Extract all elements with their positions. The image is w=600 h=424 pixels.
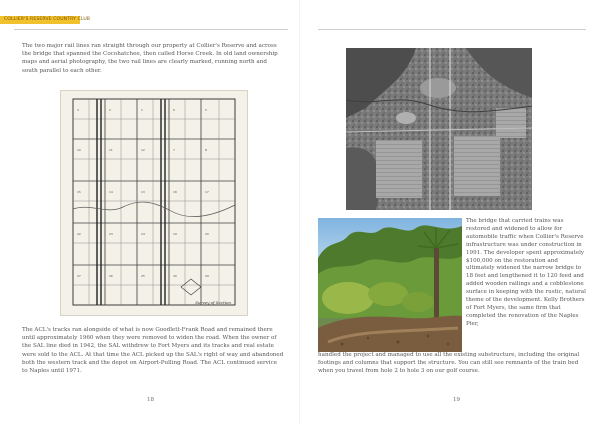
svg-text:1: 1	[141, 108, 143, 112]
svg-text:25: 25	[141, 274, 145, 278]
svg-text:11: 11	[109, 148, 113, 152]
svg-text:3: 3	[77, 108, 79, 112]
header-rule-right	[318, 29, 586, 30]
svg-text:30: 30	[173, 274, 177, 278]
page-number-left: 18	[147, 397, 155, 403]
bridge-restoration-paragraph: The bridge that carried trains was restored and widened to allow for automobile traffic when Collier's Reserve infrastructure was under construction in 1991. The developer spent approximately $100,000 on the restoration and ultimately widened the narrow bridge to 18 feet and lengthened it to 120 feed and added wooden railings and a cobblestone surface in keeping with the rustic, natural theme of the development. Kelly Brothers of Fort Myers, the same firm that completed the renovation of the Naples Pier,	[466, 218, 586, 327]
svg-text:27: 27	[77, 274, 81, 278]
svg-text:20: 20	[205, 232, 209, 236]
map-script-caption: Survey of Section	[195, 300, 231, 305]
acl-history-paragraph: The ACL's tracks ran alongside of what is now Goodlett-Frank Road and remained there until approximately 1960 when they were removed to widen the road. When the owner of the SAL line died in 1942, the SAL withdrew to Fort Myers and its tracks and real estate were sold to the ACL. At that time the ACL picked up the SAL's right of way and abandoned both the western track and the depot on Airport-Pulling Road. The ACL continued service to Naples until 1971.	[22, 327, 284, 375]
svg-text:15: 15	[77, 190, 81, 194]
svg-text:29: 29	[205, 274, 209, 278]
svg-text:2: 2	[109, 108, 111, 112]
svg-text:7: 7	[173, 148, 175, 152]
svg-text:24: 24	[141, 232, 145, 236]
svg-text:5: 5	[205, 108, 207, 112]
svg-text:23: 23	[109, 232, 113, 236]
nature-photo-image	[318, 218, 462, 352]
aerial-photograph	[346, 48, 532, 210]
map-drawing	[61, 91, 247, 315]
svg-text:13: 13	[141, 190, 145, 194]
svg-text:26: 26	[109, 274, 113, 278]
aerial-image	[346, 48, 532, 210]
svg-text:17: 17	[205, 190, 209, 194]
header-rule	[14, 29, 288, 30]
land-ownership-map	[60, 90, 248, 316]
svg-text:18: 18	[173, 190, 177, 194]
bridge-continuation-paragraph: handled the project and managed to use all the existing substructure, including the original footings and columns that support the structure. You can still see remnants of the train bed when you travel from hole 2 to hole 3 on our golf course.	[318, 352, 580, 374]
intro-paragraph: The two major rail lines ran straight through our property at Collier's Reserve and across the bridge that spanned the Cocohatchee, then called Horse Creek. In old land ownership maps and aerial photography, the two rail lines are clearly marked, running north and south parallel to each other.	[22, 43, 278, 74]
header-club-name: COLLIER'S RESERVE COUNTRY CLUB	[4, 17, 91, 22]
svg-text:14: 14	[109, 190, 113, 194]
page-number-right: 19	[453, 397, 461, 403]
svg-text:22: 22	[77, 232, 81, 236]
svg-text:10: 10	[77, 148, 81, 152]
bridge-site-photo	[318, 218, 462, 352]
svg-text:19: 19	[173, 232, 177, 236]
svg-text:12: 12	[141, 148, 145, 152]
svg-text:6: 6	[173, 108, 175, 112]
svg-text:8: 8	[205, 148, 207, 152]
